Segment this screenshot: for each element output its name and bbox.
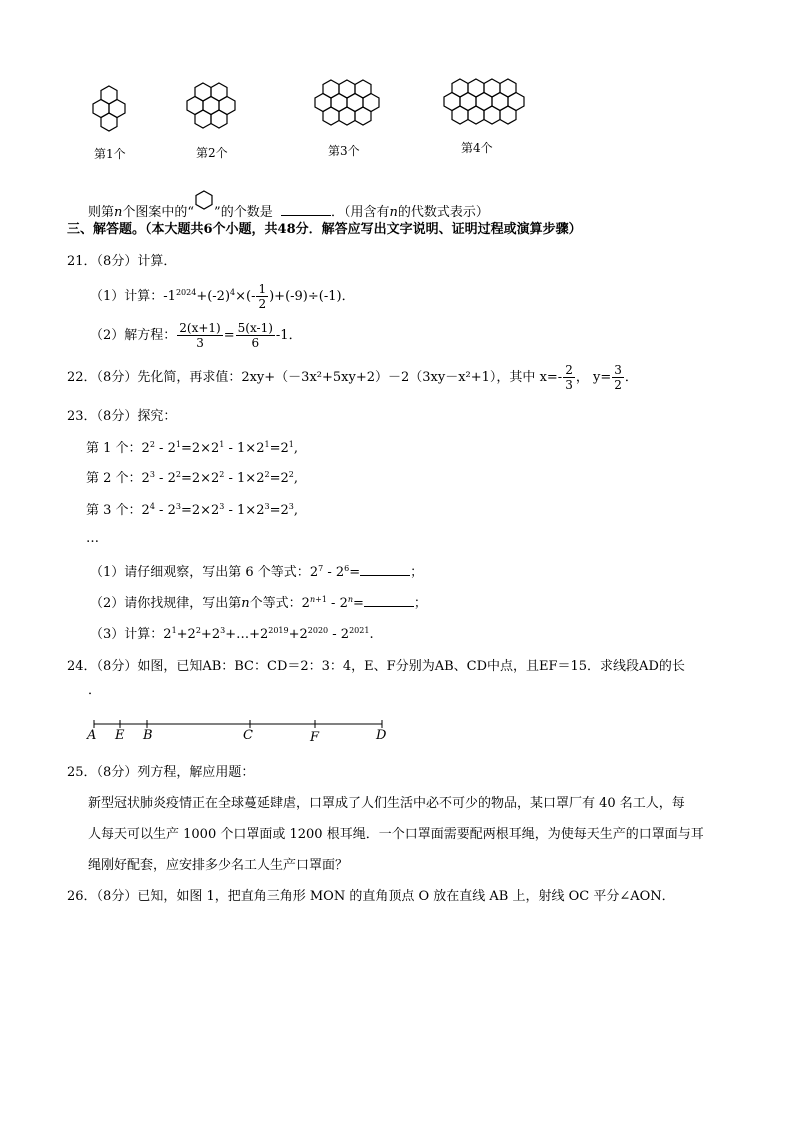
q23-line-3: 第 3 个：$2^4 - 2^3=2\times 2^3 - 1\times 2^3=2^3$, xyxy=(86,502,298,518)
hex-figure-2 xyxy=(183,81,241,133)
point-label-B: B xyxy=(143,728,153,743)
figure-caption-4: 第4个 xyxy=(461,141,493,155)
q23-line-1: 第 1 个：$2^2 - 2^1=2\times 2^1 - 1\times 2^1=2^1$, xyxy=(86,440,298,456)
q21-heading: 21．（8分）计算． xyxy=(67,254,177,269)
figure-caption-2: 第2个 xyxy=(196,146,228,160)
point-label-F: F xyxy=(310,730,320,745)
q23-part1: （1）请仔细观察，写出第 6 个等式：$2^7 - 2^6=$ ； xyxy=(90,564,424,580)
q25-line-3: 绳刚好配套，应安排多少名工人生产口罩面？ xyxy=(88,858,349,873)
hexagon-icon xyxy=(194,190,214,210)
q24-period: ． xyxy=(88,683,102,698)
fraction-left: $\frac{2(x+1)}{3}$ xyxy=(179,321,221,350)
x-value-fraction: $\frac{2}{3}$ xyxy=(565,363,573,392)
q21-part2: （2）解方程： $\frac{2(x+1)}{3}$ = $\frac{5(x-1)}{6}$ -1． xyxy=(90,321,302,350)
q23-ellipsis: … xyxy=(86,531,99,546)
q23-line-2: 第 2 个：$2^3 - 2^2=2\times 2^2 - 1\times 2^2=2^2$, xyxy=(86,470,298,486)
fraction-right: $\frac{5(x-1)}{6}$ xyxy=(237,321,273,350)
q23-part3: （3）计算：$2^1+2^2+2^3+\dots+2^{2019}+2^{2020} - 2^{2021}$. xyxy=(90,626,374,642)
answer-blank-q23-1[interactable] xyxy=(360,574,410,576)
y-value-fraction: $\frac{3}{2}$ xyxy=(614,363,622,392)
point-label-A: A xyxy=(87,728,97,743)
point-label-E: E xyxy=(115,728,125,743)
q25-line-1: 新型冠状肺炎疫情正在全球蔓延肆虐，口罩成了人们生活中必不可少的物品，某口罩厂有 40 名工人，每 xyxy=(88,796,685,811)
fraction-one-half: $\frac{1}{2}$ xyxy=(258,282,267,311)
answer-blank-q23-2[interactable] xyxy=(364,605,414,607)
q25-line-2: 人每天可以生产 1000 个口罩面或 1200 根耳绳．一个口罩面需要配两根耳绳，为使每天生产的口罩面与耳 xyxy=(88,827,704,842)
q20-answer-line: 则第n个图案中的“ ”的个数是 ．（用含有n的代数式表示） xyxy=(88,190,489,219)
q24-text: 24．（8分）如图，已知AB：BC：CD＝2：3：4，E、F分别为AB、CD中点，且EF＝15．求线段AD的长 xyxy=(67,659,685,674)
q23-heading: 23．（8分）探究： xyxy=(67,409,177,424)
q26-text: 26．（8分）已知，如图 1，把直角三角形 MON 的直角顶点 O 放在直线 AB 上，射线 OC 平分∠AON． xyxy=(67,889,675,904)
section-3-title: 三、解答题。（本大题共6个小题，共48分．解答应写出文字说明、证明过程或演算步骤） xyxy=(67,222,582,237)
q23-part2: （2）请你找规律，写出第n个等式：$2^{n+1} - 2^n=$ ； xyxy=(90,595,427,611)
answer-blank-q20[interactable] xyxy=(281,214,331,216)
segment-diagram xyxy=(84,718,394,744)
figure-caption-1: 第1个 xyxy=(94,147,126,161)
hex-figure-4 xyxy=(440,77,530,129)
point-label-D: D xyxy=(376,728,387,743)
figure-caption-3: 第3个 xyxy=(328,144,360,158)
hex-figure-3 xyxy=(311,78,385,130)
q22-line: 22．（8分）先化简，再求值：2xy+（－3x²+5xy+2）－2（3xy－x²+1），其中 x=- $\frac{2}{3}$ ， y= $\frac{3}{2}$ ． xyxy=(67,363,638,392)
q21-part1: （1）计算：$-1^{2024}+(-2)^4\times(-$ $\frac{1}{2}$ )+(-9)÷(-1)． xyxy=(90,282,355,311)
q25-heading: 25．（8分）列方程，解应用题： xyxy=(67,765,255,780)
hex-figure-1 xyxy=(86,84,132,138)
point-label-C: C xyxy=(243,728,253,743)
